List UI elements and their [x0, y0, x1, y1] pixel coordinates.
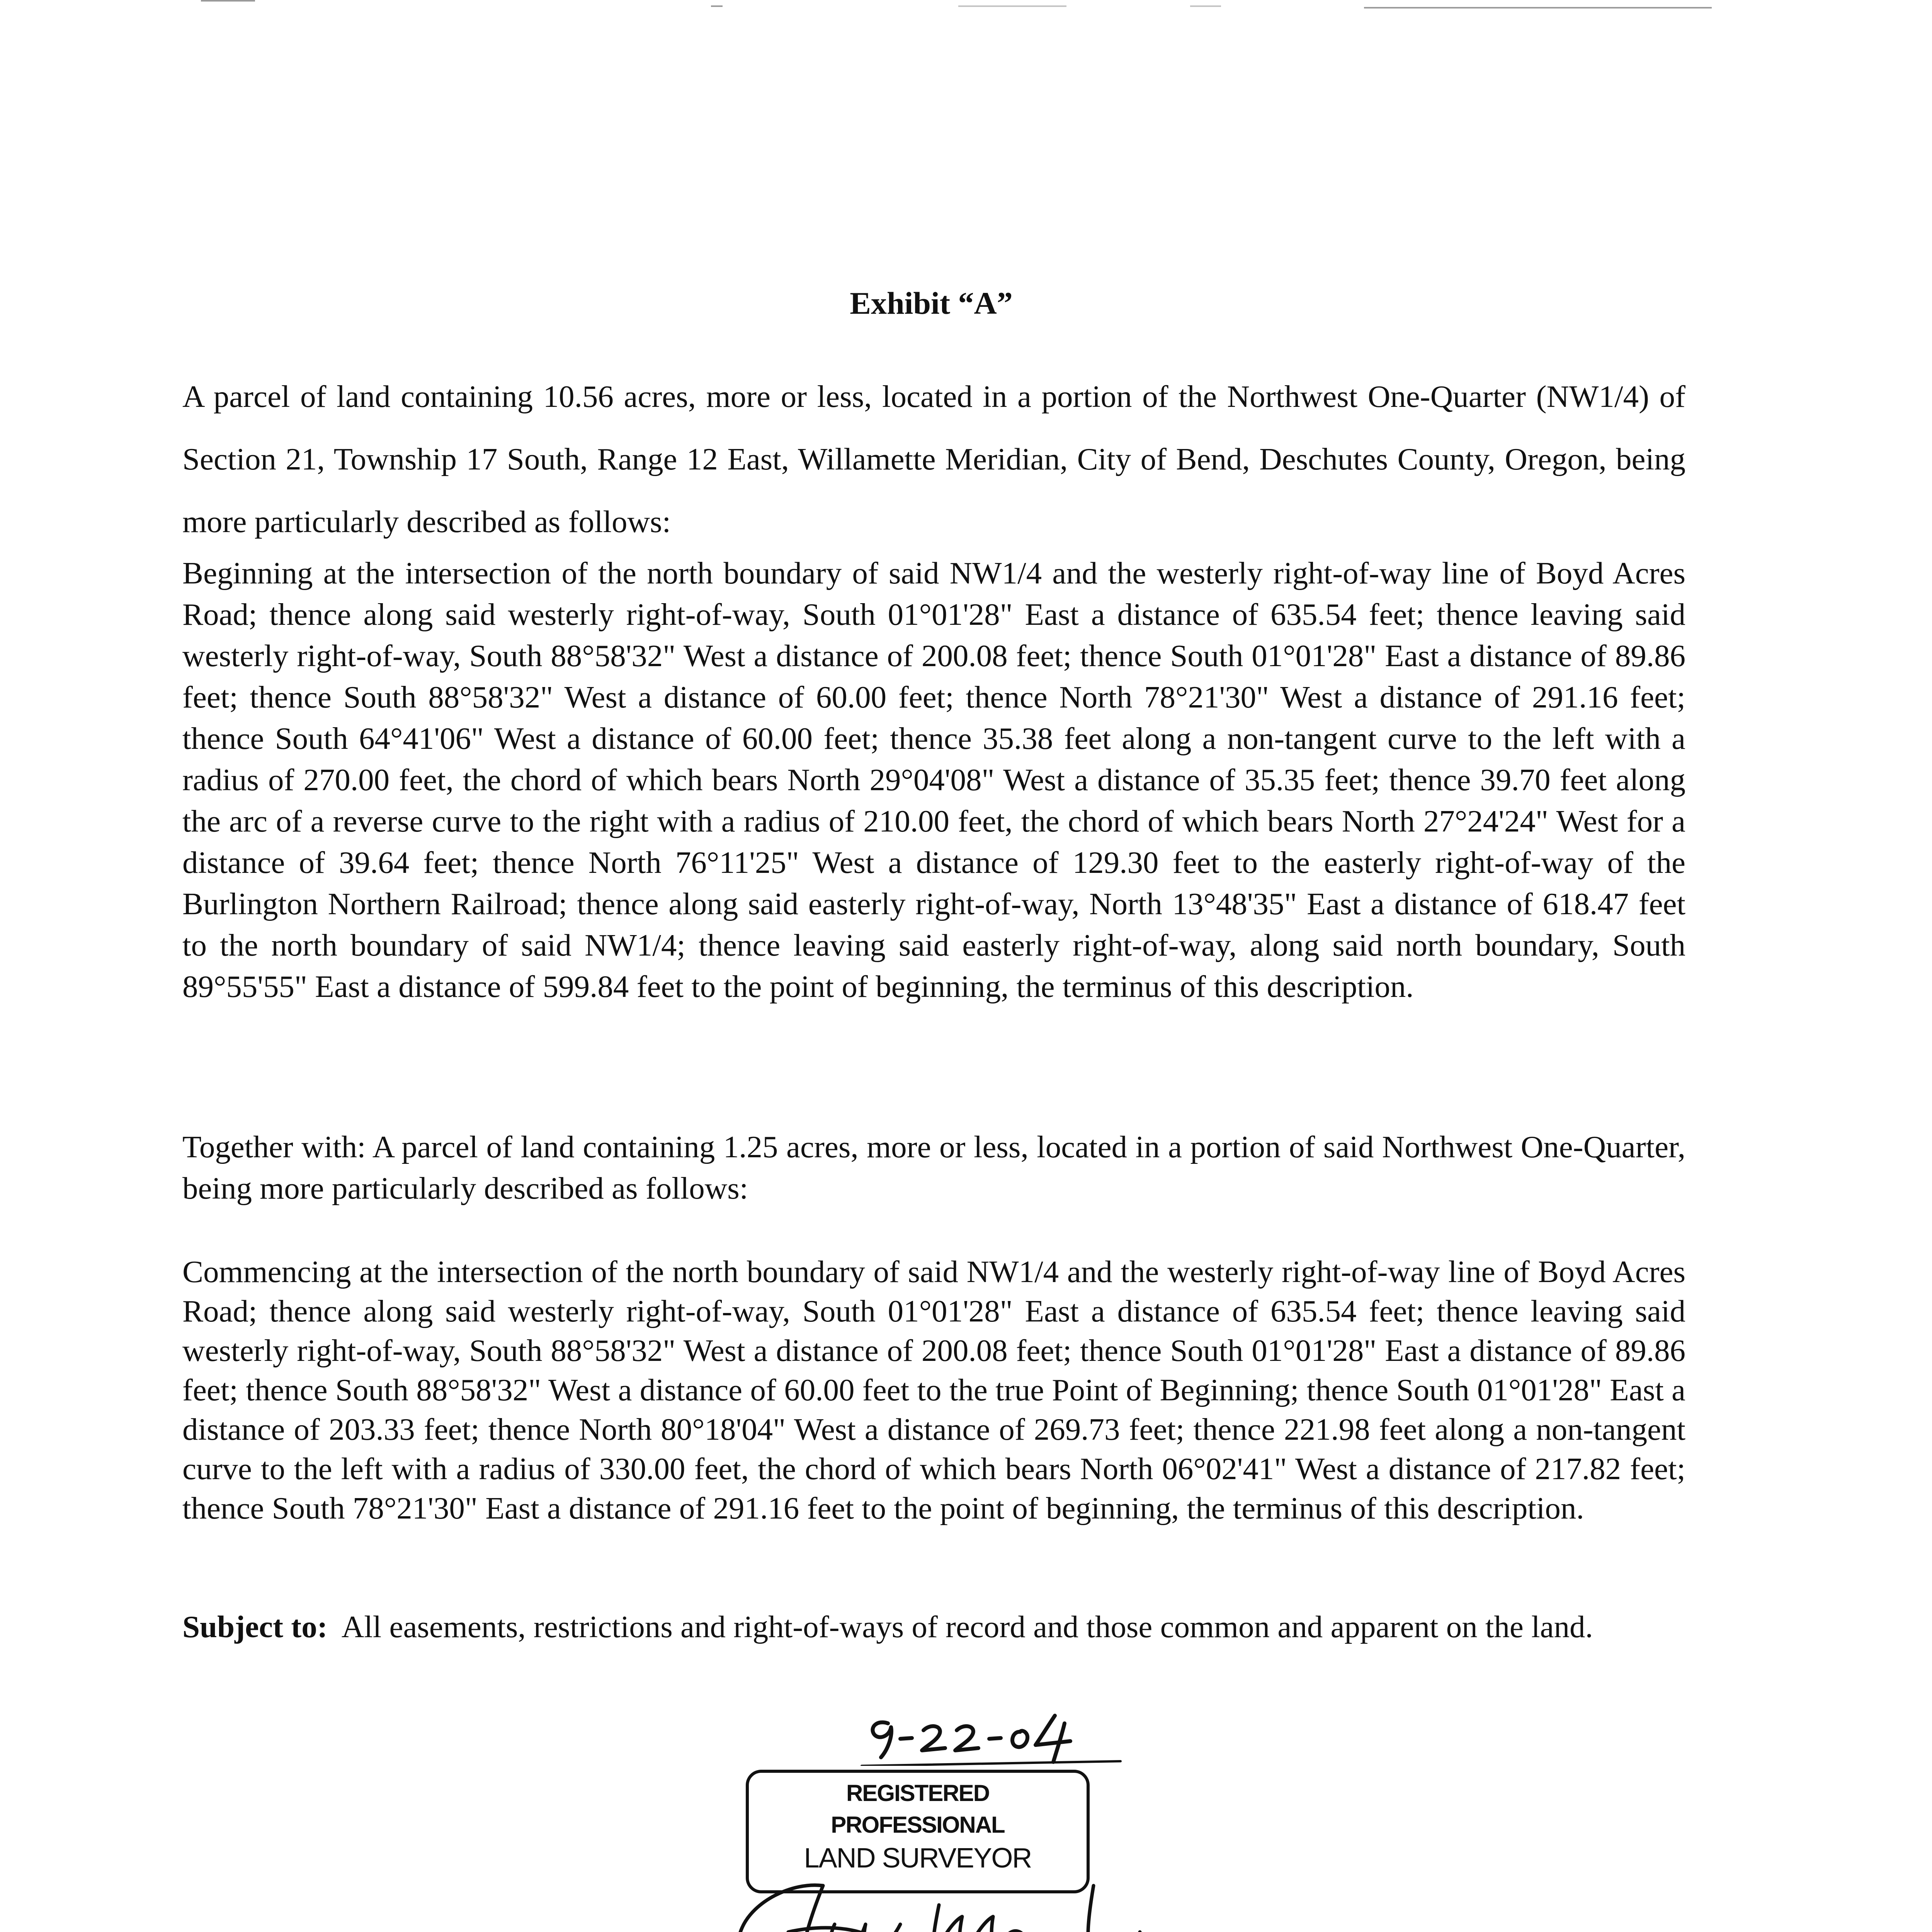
- commencing-paragraph: Commencing at the intersection of the north boundary of said NW1/4 and the westerly right-of-way line of Boyd Acres Road; thence along said westerly right-of-way, South 01°01'28" East a distance of 635.54 feet; thence leaving said westerly right-of-way, South 88°58'32" West a distance of 200.08 feet; thence South 01°01'28" East a distance of 89.86 feet; thence South 88°58'32" West a distance of 60.00 feet to the true Point of Beginning; thence South 01°01'28" East a distance of 203.33 feet; thence North 80°18'04" West a distance of 269.73 feet; thence 221.98 feet along a non-tangent curve to the left with a radius of 330.00 feet, the chord of which bears North 06°02'41" West a distance of 217.82 feet; thence South 78°21'30" East a distance of 291.16 feet to the point of beginning, the terminus of this description.: [182, 1254, 1685, 1526]
- handwritten-date: [854, 1708, 1124, 1766]
- scan-artifact-line: [958, 5, 1066, 7]
- scan-artifact-line: [1364, 7, 1712, 9]
- parcel-intro-paragraph: A parcel of land containing 10.56 acres, more or less, located in a portion of the Northwest One-Quarter (NW1/4) of Section 21, Township 17 South, Range 12 East, Willamette Meridian, City of Bend, Deschutes County, Oregon, being more particularly described as follows:: [182, 379, 1685, 539]
- subject-to-label: Subject to:: [182, 1609, 328, 1644]
- registration-seal: [746, 1770, 1090, 1893]
- surveyor-signature: [707, 1878, 1202, 1932]
- together-with-paragraph: Together with: A parcel of land containing 1.25 acres, more or less, located in a portion of said Northwest One-Quarter, being more particularly described as follows:: [182, 1129, 1685, 1206]
- scan-artifact-line: [711, 5, 723, 7]
- seal-line-registered: REGISTERED: [846, 1780, 990, 1806]
- seal-line-professional: PROFESSIONAL: [831, 1812, 1005, 1838]
- surveyor-stamp-area: [696, 1708, 1236, 1932]
- parcel-description-paragraph: Beginning at the intersection of the north boundary of said NW1/4 and the westerly right-of-way line of Boyd Acres Road; thence along said westerly right-of-way, South 01°01'28" East a distance of 635.54 feet; thence leaving said westerly right-of-way, South 88°58'32" West a distance of 200.08 feet; thence South 01°01'28" East a distance of 89.86 feet; thence South 88°58'32" West a distance of 60.00 feet; thence North 78°21'30" West a distance of 291.16 feet; thence South 64°41'06" West a distance of 60.00 feet; thence 35.38 feet along a non-tangent curve to the left with a radius of 270.00 feet, the chord of which bears North 29°04'08" West a distance of 35.35 feet; thence 39.70 feet along the arc of a reverse curve to the right with a radius of 210.00 feet, the chord of which bears North 27°24'24" West for a distance of 39.64 feet; thence North 76°11'25" West a distance of 129.30 feet to the easterly right-of-way of the Burlington Northern Railroad; thence along said easterly right-of-way, North 13°48'35" East a distance of 618.47 feet to the north boundary of said NW1/4; thence leaving said easterly right-of-way, along said north boundary, South 89°55'55" East a distance of 599.84 feet to the point of beginning, the terminus of this description.: [182, 556, 1685, 1004]
- seal-line-land-surveyor: LAND SURVEYOR: [804, 1843, 1032, 1874]
- subject-to-text: All easements, restrictions and right-of-ways of record and those common and apparent on the land.: [341, 1609, 1593, 1644]
- scan-artifact-line: [201, 0, 255, 2]
- subject-to-paragraph: [182, 1605, 1685, 1648]
- exhibit-title: Exhibit “A”: [850, 286, 1013, 321]
- scan-artifact-line: [1190, 5, 1221, 7]
